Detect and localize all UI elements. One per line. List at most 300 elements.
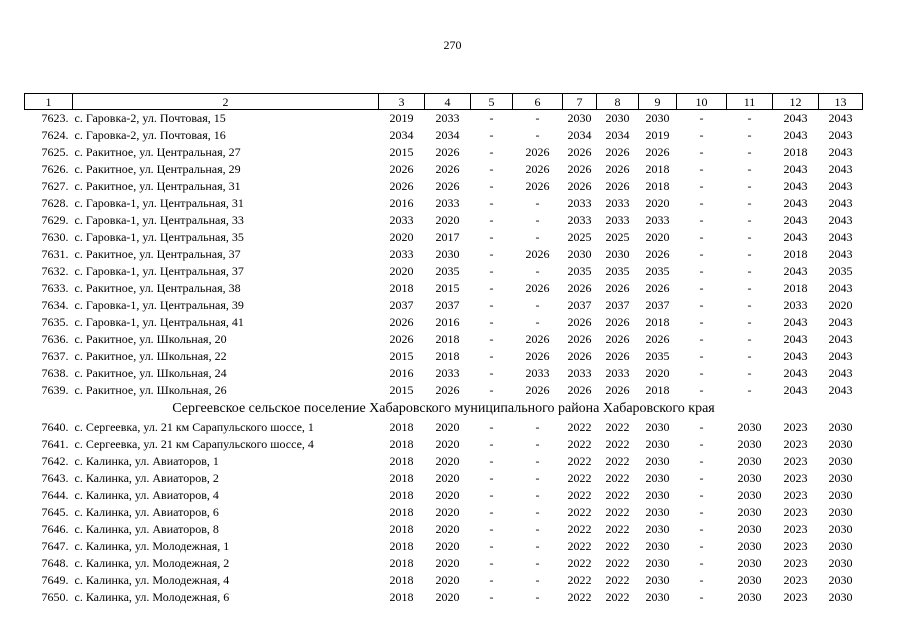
year-cell: -	[699, 213, 704, 227]
year-cell: 2022	[567, 522, 592, 536]
year-cell: 2015	[389, 349, 414, 363]
year-cell: 2026	[525, 383, 550, 397]
year-cell: 2023	[783, 590, 808, 604]
year-cell: 2030	[645, 420, 670, 434]
row-number: 7641.	[41, 437, 69, 451]
year-cell: 2030	[645, 590, 670, 604]
section-title: Сергеевское сельское поселение Хабаровского муниципального района Хабаровского края	[172, 401, 715, 416]
year-cell: 2030	[737, 522, 762, 536]
year-cell: 2018	[645, 162, 670, 176]
year-cell: 2018	[389, 437, 414, 451]
row-number: 7643.	[41, 471, 69, 485]
year-cell: 2030	[828, 556, 853, 570]
table-row	[25, 144, 863, 161]
year-cell: 2026	[389, 162, 414, 176]
row-number: 7648.	[41, 556, 69, 570]
year-cell: -	[489, 315, 494, 329]
year-cell: 2022	[567, 505, 592, 519]
year-cell: 2030	[737, 437, 762, 451]
column-header: 9	[639, 94, 677, 110]
year-cell: 2026	[525, 281, 550, 295]
year-cell: -	[699, 454, 704, 468]
column-header: 4	[425, 94, 471, 110]
year-cell: 2018	[389, 539, 414, 553]
column-header: 8	[597, 94, 639, 110]
year-cell: -	[699, 590, 704, 604]
address-cell: с. Калинка, ул. Авиаторов, 8	[74, 522, 219, 536]
year-cell: -	[535, 539, 540, 553]
address-cell: с. Ракитное, ул. Школьная, 26	[74, 383, 227, 397]
address-cell: с. Калинка, ул. Молодежная, 2	[74, 556, 230, 570]
row-number: 7630.	[41, 230, 69, 244]
year-cell: -	[489, 590, 494, 604]
table-row	[25, 195, 863, 212]
row-number: 7625.	[41, 145, 69, 159]
column-header: 6	[513, 94, 563, 110]
row-number: 7638.	[41, 366, 69, 380]
year-cell: 2037	[435, 298, 460, 312]
year-cell: 2020	[389, 230, 414, 244]
year-cell: 2043	[783, 349, 808, 363]
year-cell: 2030	[567, 247, 592, 261]
year-cell: 2033	[783, 298, 808, 312]
year-cell: -	[699, 573, 704, 587]
year-cell: -	[747, 128, 752, 142]
year-cell: -	[535, 454, 540, 468]
year-cell: 2026	[567, 145, 592, 159]
year-cell: -	[699, 366, 704, 380]
year-cell: 2030	[737, 471, 762, 485]
year-cell: 2030	[567, 111, 592, 125]
year-cell: 2030	[435, 247, 460, 261]
year-cell: -	[535, 471, 540, 485]
table-row	[25, 127, 863, 144]
year-cell: -	[699, 471, 704, 485]
year-cell: 2043	[828, 128, 853, 142]
address-cell: с. Ракитное, ул. Центральная, 37	[74, 247, 241, 261]
year-cell: 2026	[389, 179, 414, 193]
year-cell: -	[489, 383, 494, 397]
table-row	[25, 212, 863, 229]
year-cell: -	[747, 247, 752, 261]
table-row	[25, 572, 863, 589]
column-header: 3	[379, 94, 425, 110]
year-cell: -	[535, 128, 540, 142]
row-number: 7623.	[41, 111, 69, 125]
year-cell: 2043	[828, 366, 853, 380]
year-cell: 2026	[435, 383, 460, 397]
table-header-row	[25, 94, 863, 110]
address-cell: с. Сергеевка, ул. 21 км Сарапульского шоссе, 4	[74, 437, 314, 451]
year-cell: -	[535, 420, 540, 434]
row-number: 7644.	[41, 488, 69, 502]
year-cell: -	[489, 454, 494, 468]
year-cell: 2035	[645, 349, 670, 363]
year-cell: 2030	[645, 522, 670, 536]
year-cell: 2026	[525, 162, 550, 176]
year-cell: 2026	[435, 162, 460, 176]
year-cell: 2033	[605, 213, 630, 227]
year-cell: -	[699, 539, 704, 553]
address-cell: с. Гаровка-1, ул. Центральная, 37	[74, 264, 244, 278]
year-cell: 2030	[828, 539, 853, 553]
year-cell: 2026	[605, 315, 630, 329]
year-cell: 2030	[828, 471, 853, 485]
year-cell: 2018	[389, 488, 414, 502]
year-cell: 2030	[645, 488, 670, 502]
year-cell: 2034	[389, 128, 414, 142]
year-cell: 2034	[605, 128, 630, 142]
year-cell: 2022	[605, 573, 630, 587]
year-cell: 2022	[567, 471, 592, 485]
year-cell: -	[699, 111, 704, 125]
year-cell: 2018	[645, 315, 670, 329]
year-cell: 2043	[783, 315, 808, 329]
year-cell: -	[699, 298, 704, 312]
year-cell: 2022	[567, 454, 592, 468]
year-cell: 2030	[737, 420, 762, 434]
year-cell: 2043	[828, 196, 853, 210]
year-cell: 2017	[435, 230, 460, 244]
year-cell: 2025	[605, 230, 630, 244]
year-cell: 2020	[435, 454, 460, 468]
year-cell: 2030	[828, 454, 853, 468]
year-cell: 2035	[567, 264, 592, 278]
row-number: 7639.	[41, 383, 69, 397]
table-row	[25, 280, 863, 297]
year-cell: 2043	[783, 179, 808, 193]
year-cell: 2018	[645, 383, 670, 397]
year-cell: 2043	[828, 179, 853, 193]
row-number: 7629.	[41, 213, 69, 227]
year-cell: -	[489, 264, 494, 278]
year-cell: 2018	[389, 556, 414, 570]
row-number: 7642.	[41, 454, 69, 468]
year-cell: 2043	[828, 162, 853, 176]
year-cell: -	[489, 162, 494, 176]
year-cell: 2020	[435, 505, 460, 519]
year-cell: -	[699, 162, 704, 176]
year-cell: 2030	[645, 539, 670, 553]
row-number: 7626.	[41, 162, 69, 176]
year-cell: -	[535, 213, 540, 227]
year-cell: 2018	[389, 573, 414, 587]
year-cell: 2020	[645, 230, 670, 244]
year-cell: 2015	[389, 383, 414, 397]
table-row	[25, 161, 863, 178]
column-header: 5	[471, 94, 513, 110]
year-cell: 2030	[645, 437, 670, 451]
year-cell: 2030	[828, 590, 853, 604]
year-cell: -	[747, 179, 752, 193]
year-cell: -	[747, 264, 752, 278]
year-cell: -	[747, 230, 752, 244]
year-cell: 2035	[605, 264, 630, 278]
year-cell: 2026	[435, 179, 460, 193]
year-cell: 2018	[389, 281, 414, 295]
year-cell: 2020	[645, 366, 670, 380]
year-cell: -	[747, 366, 752, 380]
year-cell: 2022	[605, 539, 630, 553]
address-cell: с. Калинка, ул. Авиаторов, 1	[74, 454, 219, 468]
table-row	[25, 297, 863, 314]
row-number: 7636.	[41, 332, 69, 346]
row-number: 7627.	[41, 179, 69, 193]
row-number: 7624.	[41, 128, 69, 142]
year-cell: 2030	[828, 488, 853, 502]
year-cell: -	[699, 420, 704, 434]
year-cell: 2030	[737, 488, 762, 502]
year-cell: 2043	[828, 213, 853, 227]
year-cell: -	[535, 505, 540, 519]
year-cell: 2043	[828, 315, 853, 329]
year-cell: -	[489, 488, 494, 502]
year-cell: 2020	[435, 471, 460, 485]
year-cell: 2022	[605, 488, 630, 502]
year-cell: -	[535, 488, 540, 502]
year-cell: 2033	[567, 366, 592, 380]
year-cell: 2030	[605, 247, 630, 261]
year-cell: 2026	[605, 383, 630, 397]
year-cell: 2020	[389, 264, 414, 278]
year-cell: 2018	[435, 332, 460, 346]
year-cell: -	[489, 298, 494, 312]
year-cell: 2026	[567, 281, 592, 295]
year-cell: 2030	[645, 471, 670, 485]
year-cell: 2043	[828, 349, 853, 363]
year-cell: 2022	[605, 437, 630, 451]
address-cell: с. Гаровка-1, ул. Центральная, 35	[74, 230, 244, 244]
year-cell: -	[699, 556, 704, 570]
year-cell: -	[489, 230, 494, 244]
year-cell: -	[747, 315, 752, 329]
year-cell: -	[699, 196, 704, 210]
year-cell: 2022	[567, 590, 592, 604]
year-cell: -	[747, 383, 752, 397]
row-number: 7631.	[41, 247, 69, 261]
year-cell: 2020	[645, 196, 670, 210]
year-cell: 2022	[605, 590, 630, 604]
year-cell: 2022	[567, 488, 592, 502]
year-cell: 2020	[828, 298, 853, 312]
year-cell: 2030	[828, 505, 853, 519]
address-cell: с. Калинка, ул. Молодежная, 6	[74, 590, 230, 604]
data-table	[24, 93, 863, 606]
address-cell: с. Ракитное, ул. Школьная, 22	[74, 349, 227, 363]
year-cell: 2037	[389, 298, 414, 312]
row-number: 7646.	[41, 522, 69, 536]
column-header: 11	[727, 94, 773, 110]
year-cell: 2020	[435, 420, 460, 434]
year-cell: -	[489, 111, 494, 125]
year-cell: -	[747, 162, 752, 176]
year-cell: -	[699, 230, 704, 244]
year-cell: 2034	[435, 128, 460, 142]
year-cell: -	[699, 247, 704, 261]
year-cell: 2022	[567, 539, 592, 553]
table-row	[25, 538, 863, 555]
year-cell: 2033	[435, 366, 460, 380]
year-cell: -	[747, 145, 752, 159]
year-cell: 2030	[645, 556, 670, 570]
address-cell: с. Калинка, ул. Молодежная, 4	[74, 573, 230, 587]
year-cell: -	[699, 315, 704, 329]
address-cell: с. Калинка, ул. Молодежная, 1	[74, 539, 230, 553]
year-cell: 2043	[783, 230, 808, 244]
year-cell: 2033	[435, 111, 460, 125]
year-cell: 2026	[605, 332, 630, 346]
year-cell: 2018	[389, 420, 414, 434]
year-cell: 2026	[605, 349, 630, 363]
row-number: 7633.	[41, 281, 69, 295]
year-cell: 2026	[567, 332, 592, 346]
year-cell: 2026	[605, 281, 630, 295]
table-row	[25, 263, 863, 280]
year-cell: 2043	[828, 281, 853, 295]
year-cell: 2018	[435, 349, 460, 363]
table-row	[25, 382, 863, 399]
year-cell: -	[489, 349, 494, 363]
year-cell: 2023	[783, 522, 808, 536]
year-cell: -	[699, 332, 704, 346]
year-cell: 2033	[389, 213, 414, 227]
year-cell: -	[747, 332, 752, 346]
year-cell: 2030	[828, 437, 853, 451]
year-cell: 2043	[783, 111, 808, 125]
table-row	[25, 555, 863, 572]
table-row	[25, 110, 863, 128]
column-header: 10	[677, 94, 727, 110]
year-cell: -	[535, 437, 540, 451]
column-header: 7	[563, 94, 597, 110]
year-cell: 2043	[828, 230, 853, 244]
row-number: 7637.	[41, 349, 69, 363]
year-cell: -	[535, 298, 540, 312]
row-number: 7650.	[41, 590, 69, 604]
year-cell: 2020	[435, 488, 460, 502]
year-cell: 2030	[645, 505, 670, 519]
year-cell: -	[535, 315, 540, 329]
year-cell: 2018	[645, 179, 670, 193]
address-cell: с. Калинка, ул. Авиаторов, 2	[74, 471, 219, 485]
year-cell: 2026	[525, 145, 550, 159]
address-cell: с. Ракитное, ул. Школьная, 24	[74, 366, 227, 380]
year-cell: 2030	[737, 539, 762, 553]
row-number: 7632.	[41, 264, 69, 278]
table-row	[25, 314, 863, 331]
year-cell: 2026	[525, 332, 550, 346]
year-cell: 2020	[435, 213, 460, 227]
year-cell: 2018	[389, 590, 414, 604]
year-cell: -	[699, 128, 704, 142]
year-cell: 2022	[605, 420, 630, 434]
column-header: 1	[25, 94, 73, 110]
year-cell: 2043	[783, 366, 808, 380]
year-cell: 2043	[828, 332, 853, 346]
year-cell: -	[747, 196, 752, 210]
address-cell: с. Гаровка-2, ул. Почтовая, 15	[74, 111, 226, 125]
year-cell: 2026	[525, 247, 550, 261]
year-cell: -	[699, 488, 704, 502]
year-cell: -	[699, 145, 704, 159]
year-cell: -	[489, 247, 494, 261]
address-cell: с. Ракитное, ул. Центральная, 38	[74, 281, 241, 295]
address-cell: с. Сергеевка, ул. 21 км Сарапульского шоссе, 1	[74, 420, 314, 434]
year-cell: 2043	[783, 264, 808, 278]
year-cell: 2043	[828, 247, 853, 261]
table-row	[25, 521, 863, 538]
table-row	[25, 419, 863, 436]
year-cell: 2026	[645, 247, 670, 261]
year-cell: 2035	[828, 264, 853, 278]
year-cell: 2030	[645, 573, 670, 587]
year-cell: 2018	[783, 281, 808, 295]
year-cell: 2037	[567, 298, 592, 312]
year-cell: 2022	[605, 522, 630, 536]
year-cell: 2030	[737, 505, 762, 519]
year-cell: 2020	[435, 539, 460, 553]
year-cell: -	[699, 383, 704, 397]
row-number: 7634.	[41, 298, 69, 312]
year-cell: 2018	[389, 471, 414, 485]
year-cell: 2030	[737, 556, 762, 570]
year-cell: -	[747, 213, 752, 227]
column-header: 13	[819, 94, 863, 110]
year-cell: 2030	[605, 111, 630, 125]
year-cell: 2019	[645, 128, 670, 142]
year-cell: 2022	[605, 556, 630, 570]
year-cell: 2034	[567, 128, 592, 142]
year-cell: 2035	[645, 264, 670, 278]
year-cell: 2019	[389, 111, 414, 125]
year-cell: 2026	[645, 145, 670, 159]
year-cell: 2022	[567, 556, 592, 570]
year-cell: 2026	[645, 281, 670, 295]
year-cell: 2030	[645, 111, 670, 125]
year-cell: -	[535, 556, 540, 570]
row-number: 7640.	[41, 420, 69, 434]
year-cell: 2035	[435, 264, 460, 278]
year-cell: 2023	[783, 488, 808, 502]
year-cell: -	[747, 298, 752, 312]
year-cell: 2033	[567, 196, 592, 210]
year-cell: 2023	[783, 420, 808, 434]
year-cell: 2033	[389, 247, 414, 261]
year-cell: 2016	[389, 196, 414, 210]
year-cell: 2020	[435, 590, 460, 604]
year-cell: 2022	[567, 573, 592, 587]
year-cell: 2015	[389, 145, 414, 159]
year-cell: 2030	[645, 454, 670, 468]
year-cell: 2022	[605, 505, 630, 519]
year-cell: 2037	[605, 298, 630, 312]
year-cell: 2023	[783, 539, 808, 553]
year-cell: 2033	[645, 213, 670, 227]
year-cell: 2026	[605, 162, 630, 176]
year-cell: -	[489, 179, 494, 193]
year-cell: 2043	[828, 383, 853, 397]
address-cell: с. Ракитное, ул. Центральная, 29	[74, 162, 241, 176]
year-cell: 2030	[828, 420, 853, 434]
year-cell: -	[747, 111, 752, 125]
year-cell: 2026	[567, 349, 592, 363]
year-cell: 2023	[783, 454, 808, 468]
year-cell: 2023	[783, 556, 808, 570]
table-row	[25, 229, 863, 246]
year-cell: 2018	[783, 145, 808, 159]
year-cell: 2026	[567, 179, 592, 193]
year-cell: 2020	[435, 522, 460, 536]
